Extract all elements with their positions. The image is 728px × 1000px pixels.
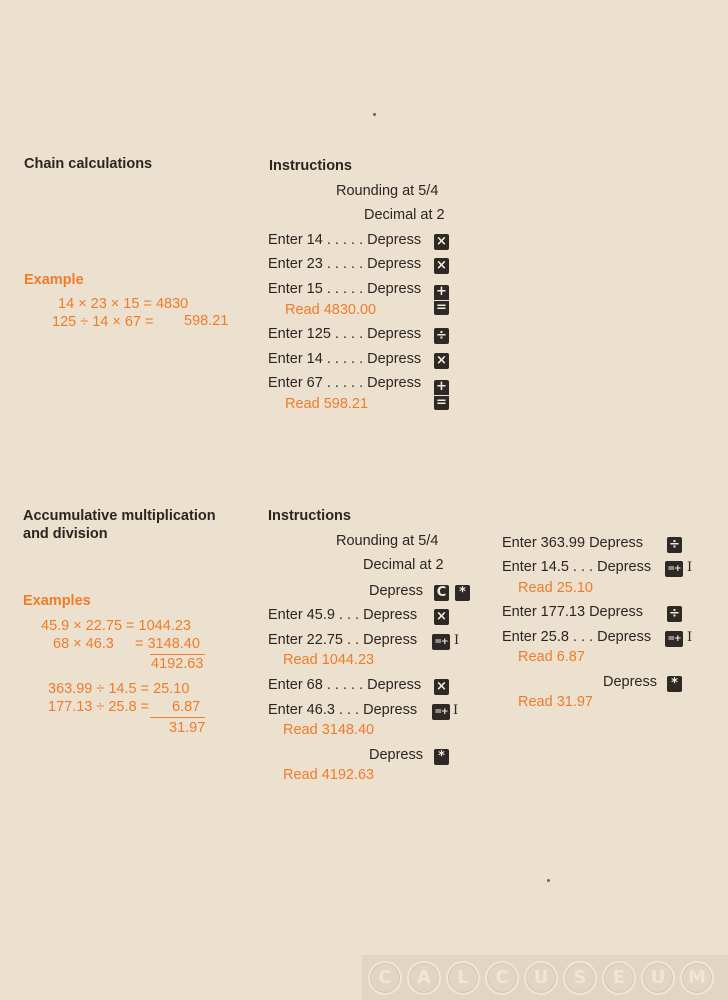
accum-initial-depress: Depress	[369, 583, 423, 599]
divide-key-icon: ÷	[434, 328, 449, 344]
accum-example-sum-1: 4192.63	[151, 656, 204, 672]
equals-plus-key-icon: =+	[432, 704, 450, 720]
accum-right-step-5: Depress	[603, 674, 657, 690]
chain-instructions-title: Instructions	[269, 158, 352, 174]
plus-equals-key-icon	[434, 380, 449, 410]
equals-plus-key-icon: =+	[665, 561, 683, 577]
multiply-key-icon: ×	[434, 353, 449, 369]
accum-right-step-2: Enter 14.5 . . . Depress	[502, 559, 652, 575]
accumulate-cursor-icon: I	[454, 633, 460, 648]
watermark-letter: A	[407, 961, 441, 995]
watermark-letter: C	[368, 961, 402, 995]
accum-left-read-3: Read 4192.63	[283, 767, 375, 783]
accum-left-step-1: Enter 45.9 . . . Depress	[268, 607, 418, 623]
equals-plus-key-icon: =+	[665, 631, 683, 647]
calcuseum-watermark	[362, 955, 728, 1000]
accum-right-step-4: Enter 25.8 . . . Depress	[502, 629, 652, 645]
clear-key-icon: C	[434, 585, 449, 601]
accum-left-step-4: Enter 46.3 . . . Depress	[268, 702, 418, 718]
chain-example-line-1: 14 × 23 × 15 = 4830	[58, 296, 189, 312]
paper-speck	[373, 113, 376, 116]
accum-left-read-2: Read 3148.40	[283, 722, 375, 738]
accum-left-step-5: Depress	[369, 747, 423, 763]
divide-key-icon: ÷	[667, 537, 682, 553]
chain-step-2: Enter 23 . . . . . Depress	[268, 256, 422, 272]
accum-example-line-3: 363.99 ÷ 14.5 = 25.10	[48, 681, 190, 697]
multiply-key-icon: ×	[434, 258, 449, 274]
chain-step-3: Enter 15 . . . . . Depress	[268, 281, 422, 297]
multiply-key-icon: ×	[434, 609, 449, 625]
accum-example-line-4-result: 6.87	[172, 699, 201, 715]
accum-left-read-1: Read 1044.23	[283, 652, 375, 668]
chain-step-6: Enter 67 . . . . . Depress	[268, 375, 422, 391]
equals-plus-key-icon: =+	[432, 634, 450, 650]
multiply-key-icon: ×	[434, 679, 449, 695]
watermark-letter: C	[485, 961, 519, 995]
watermark-letter: L	[446, 961, 480, 995]
accum-left-step-2: Enter 22.75 . . Depress	[268, 632, 418, 648]
accum-example-title: Examples	[23, 593, 91, 609]
accum-right-read-3: Read 31.97	[518, 694, 593, 710]
accumulate-cursor-icon: I	[687, 630, 693, 645]
chain-read-1: Read 4830.00	[285, 302, 377, 318]
sum-rule	[150, 717, 205, 718]
accum-right-read-2: Read 6.87	[518, 649, 585, 665]
accumulate-cursor-icon: I	[687, 560, 693, 575]
accum-right-step-3: Enter 177.13 Depress	[502, 604, 644, 620]
chain-example-title: Example	[24, 272, 84, 288]
chain-step-5: Enter 14 . . . . . Depress	[268, 351, 422, 367]
accum-rounding-setting: Rounding at 5/4	[336, 533, 439, 549]
chain-rounding-setting: Rounding at 5/4	[336, 183, 439, 199]
accum-example-line-1: 45.9 × 22.75 = 1044.23	[41, 618, 191, 634]
divide-key-icon: ÷	[667, 606, 682, 622]
multiply-key-icon: ×	[434, 234, 449, 250]
plus-equals-key-icon	[434, 285, 449, 315]
chain-example-line-2: 125 ÷ 14 × 67 =	[52, 314, 154, 330]
watermark-letter: M	[680, 961, 714, 995]
chain-step-1: Enter 14 . . . . . Depress	[268, 232, 422, 248]
equals-key-label: =	[436, 300, 447, 315]
total-key-icon: *	[434, 749, 449, 765]
chain-read-2: Read 598.21	[285, 396, 369, 412]
accum-left-step-3: Enter 68 . . . . . Depress	[268, 677, 422, 693]
watermark-letter: U	[641, 961, 675, 995]
accum-example-line-4: 177.13 ÷ 25.8 =	[48, 699, 150, 715]
watermark-letter: U	[524, 961, 558, 995]
accum-decimal-setting: Decimal at 2	[363, 557, 444, 573]
chain-decimal-setting: Decimal at 2	[364, 207, 445, 223]
equals-key-label: =	[436, 395, 447, 410]
plus-key-label: +	[436, 284, 447, 299]
accum-example-line-2: 68 × 46.3	[53, 636, 114, 652]
chain-section-title: Chain calculations	[24, 156, 153, 172]
accum-section-title: Accumulative multiplication and division	[23, 508, 216, 542]
paper-speck	[547, 879, 550, 882]
watermark-letter: S	[563, 961, 597, 995]
accum-example-line-2-result: = 3148.40	[135, 636, 200, 652]
chain-example-result: 598.21	[184, 313, 229, 329]
total-key-icon: *	[455, 585, 470, 601]
chain-step-4: Enter 125 . . . . Depress	[268, 326, 422, 342]
sum-rule	[150, 654, 205, 655]
accum-right-step-1: Enter 363.99 Depress	[502, 535, 644, 551]
watermark-letter: E	[602, 961, 636, 995]
accum-instructions-title: Instructions	[268, 508, 351, 524]
accum-right-read-1: Read 25.10	[518, 580, 593, 596]
plus-key-label: +	[436, 379, 447, 394]
total-key-icon: *	[667, 676, 682, 692]
accumulate-cursor-icon: I	[453, 703, 459, 718]
accum-example-sum-2: 31.97	[169, 720, 206, 736]
